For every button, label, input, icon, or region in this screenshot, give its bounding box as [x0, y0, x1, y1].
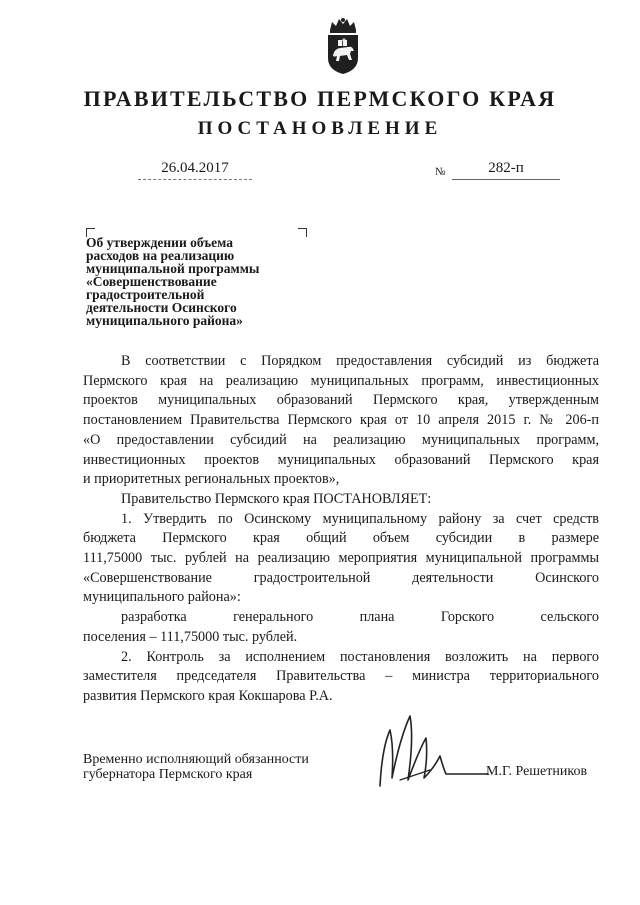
text-line: постановлением Правительства Пермского края от 10 апреля 2015 г. № 206-п — [83, 412, 599, 429]
perm-coat-of-arms-icon — [322, 16, 364, 76]
subitem-paragraph — [83, 608, 599, 647]
subject-line: градостроительной — [86, 287, 205, 302]
text-line: Пермского края на реализацию муниципальных программ, инвестиционных — [83, 372, 599, 389]
signatory-position — [83, 752, 309, 782]
item-2-paragraph — [83, 648, 599, 707]
document-number: 282-п — [452, 160, 560, 180]
preamble-paragraph — [83, 352, 599, 490]
subject-line: «Совершенствование — [86, 274, 217, 289]
subject-line: деятельности Осинского — [86, 300, 237, 315]
text-line: развития Пермского края Кокшарова Р.А. — [83, 687, 333, 704]
text-line: поселения – 111,75000 тыс. рублей. — [83, 628, 298, 645]
text-line: бюджета Пермского края общий объем субсидии в размере — [83, 530, 599, 547]
text-line: проектов муниципальных образований Пермского края, утвержденным — [83, 392, 599, 409]
handwritten-signature — [370, 708, 490, 808]
text-line: «Совершенствование градостроительной деятельности Осинского — [83, 569, 599, 586]
number-label: № — [435, 166, 446, 178]
document-type: ПОСТАНОВЛЕНИЕ — [197, 118, 443, 139]
position-line: губернатора Пермского края — [83, 767, 253, 782]
item-1-paragraph — [83, 510, 599, 609]
document-body — [83, 352, 599, 707]
position-line: Временно исполняющий обязанности — [83, 752, 309, 767]
text-line: муниципального района»: — [83, 589, 241, 606]
signatory-name: М.Г. Решетников — [486, 764, 588, 779]
subject-line: Об утверждении объема — [86, 235, 233, 250]
document-subject — [86, 236, 306, 327]
subject-line: расходов на реализацию — [86, 248, 235, 263]
document-date: 26.04.2017 — [138, 160, 252, 180]
text-line: «О предоставлении субсидий на реализацию муниципальных программ, — [83, 431, 599, 448]
text-line: 2. Контроль за исполнением постановления возложить на первого — [121, 648, 599, 665]
text-line: заместителя председателя Правительства – министра территориального — [83, 668, 599, 685]
text-line: разработка генерального плана Горского сельского — [121, 609, 599, 626]
text-line: 111,75000 тыс. рублей на реализацию мероприятия муниципальной программы — [83, 550, 599, 567]
text-line: и приоритетных региональных проектов», — [83, 471, 340, 488]
text-line: 1. Утвердить по Осинскому муниципальному району за счет средств — [121, 510, 599, 527]
government-title: ПРАВИТЕЛЬСТВО ПЕРМСКОГО КРАЯ — [83, 86, 557, 111]
decree-statement: Правительство Пермского края ПОСТАНОВЛЯЕТ: — [121, 490, 432, 507]
text-line: инвестиционных проектов муниципальных образований Пермского края — [83, 451, 599, 468]
subject-line: муниципальной программы — [86, 261, 260, 276]
text-line: В соответствии с Порядком предоставления субсидий из бюджета — [121, 353, 599, 369]
subject-line: муниципального района» — [86, 313, 243, 328]
